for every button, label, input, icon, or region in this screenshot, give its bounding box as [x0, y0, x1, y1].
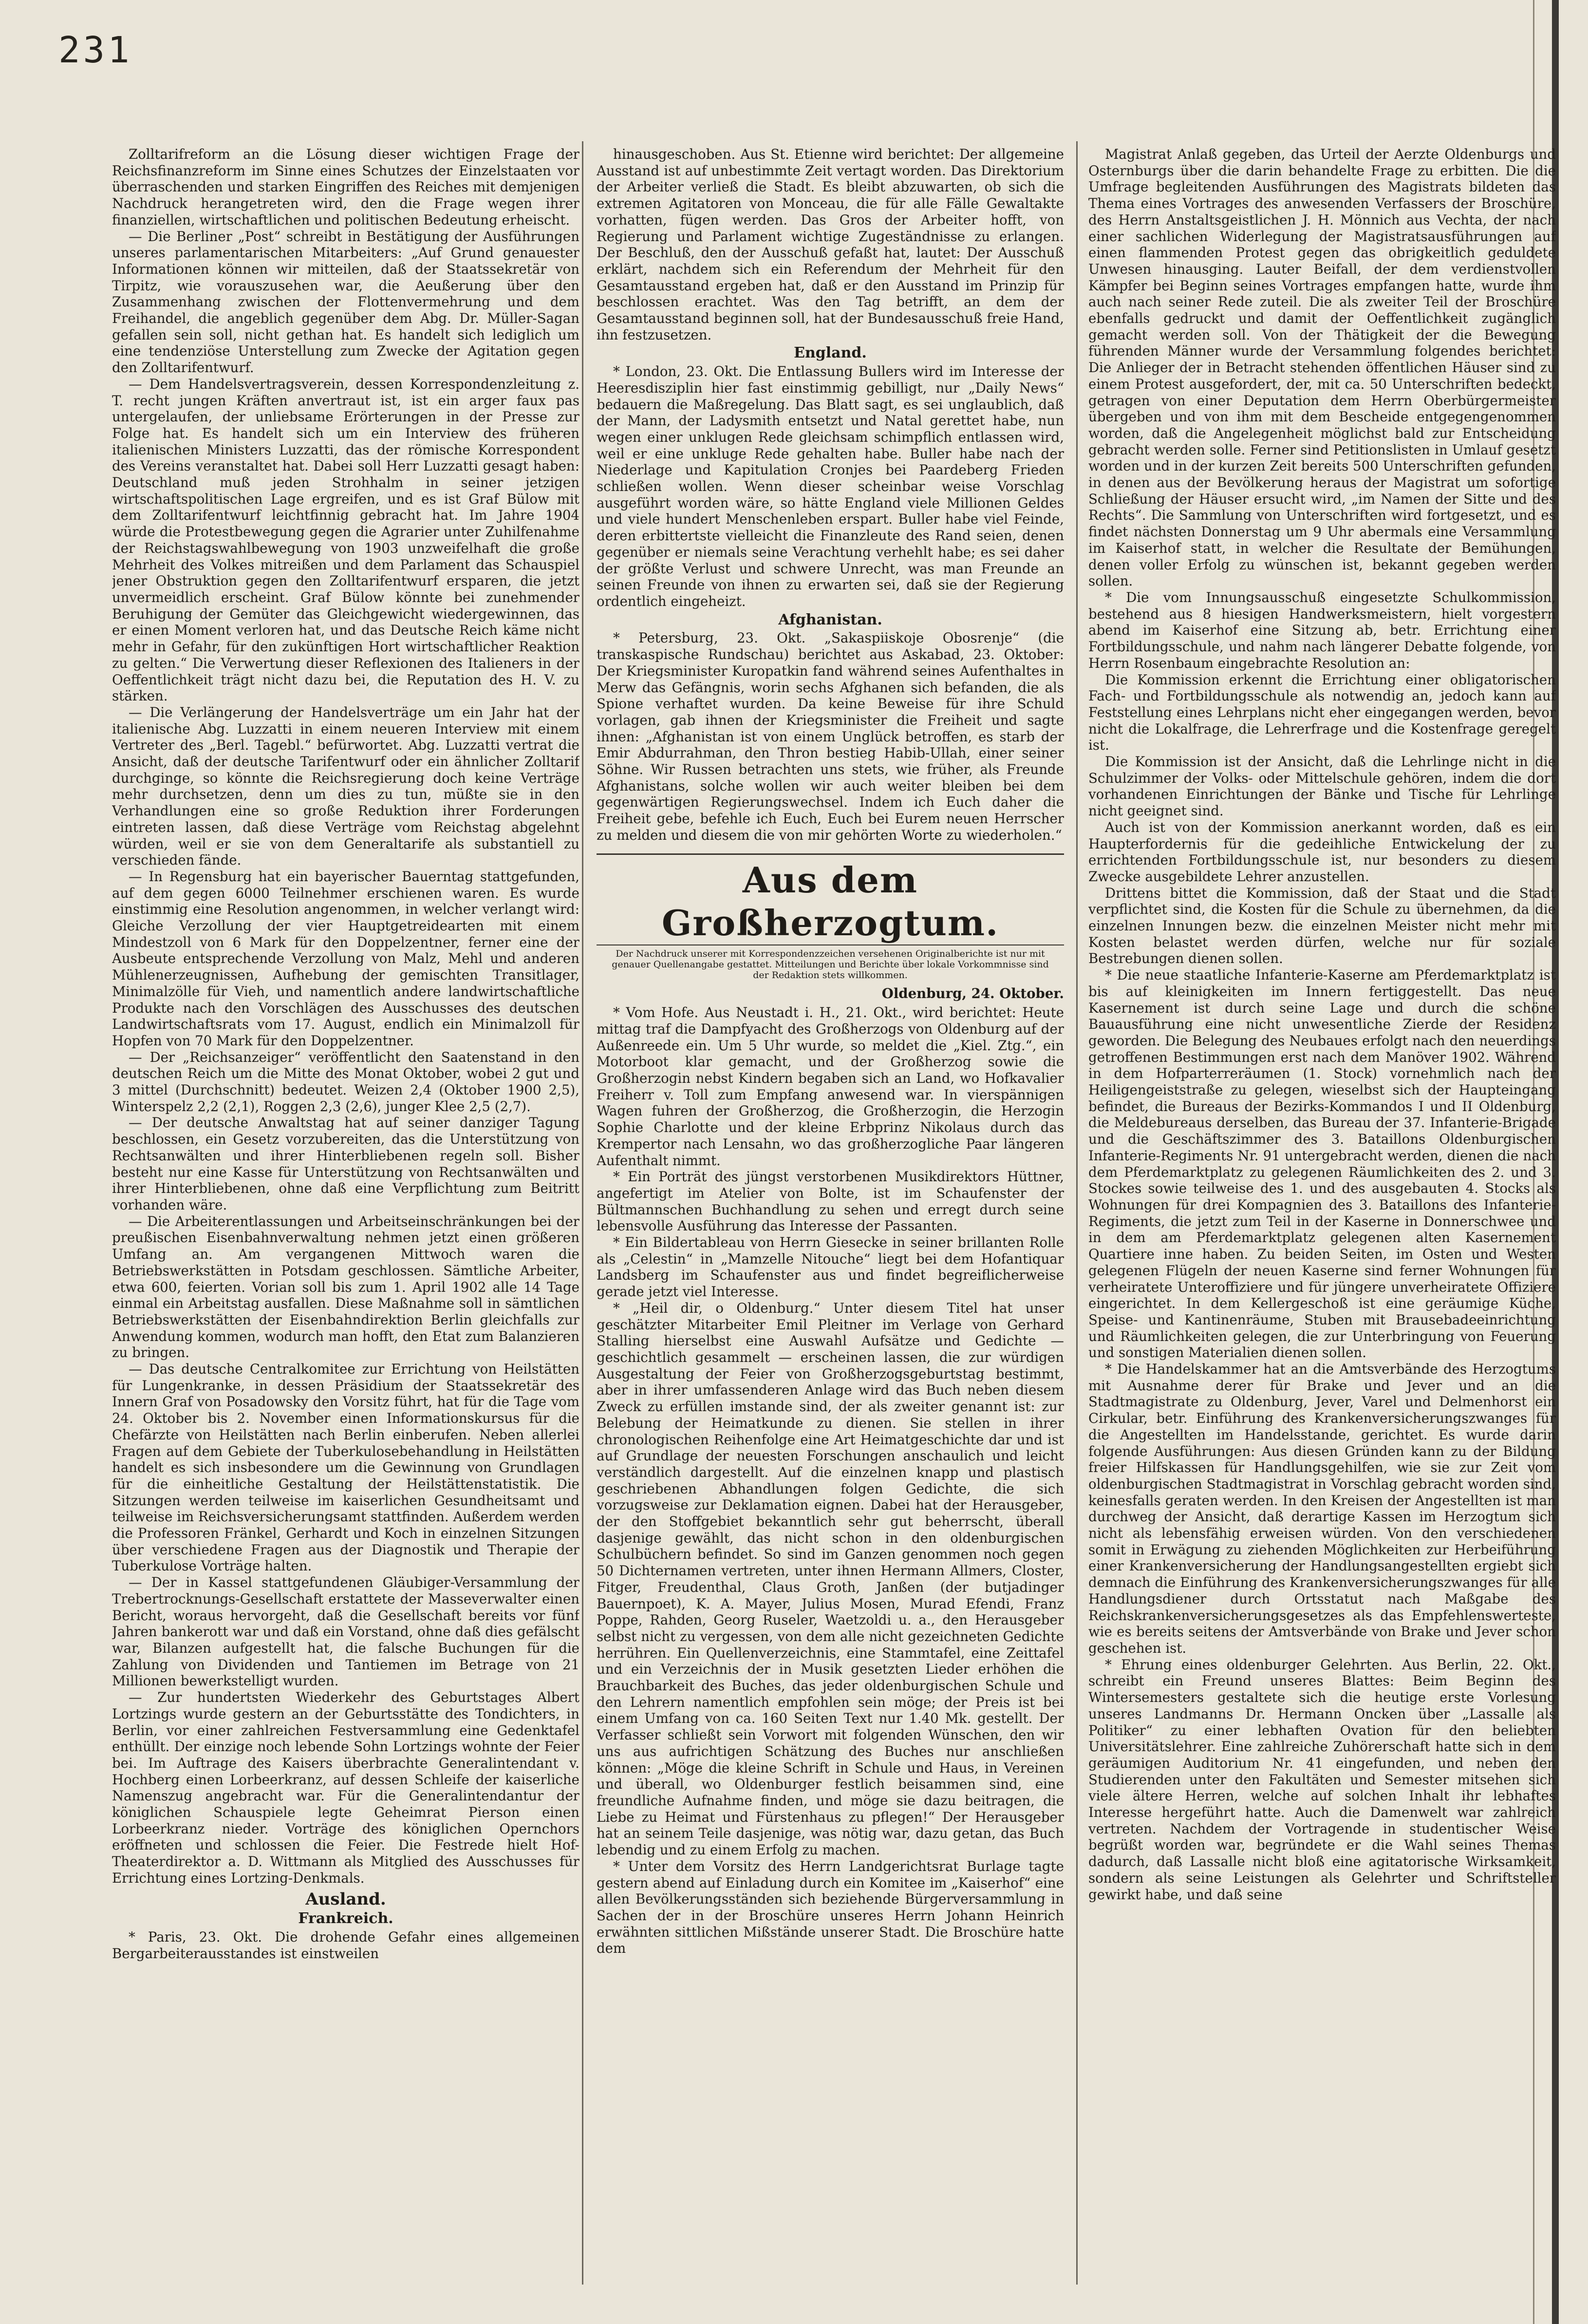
article-paragraph: Magistrat Anlaß gegeben, das Urteil der Aerzte Oldenburgs und Osternburgs über die darin behandelte Frage zu erbitten. Die die Umfrage begleitenden Ausführungen des Magistrats bildeten das Thema eines Vortrages des anwesenden Verfassers der Broschüre, des Herrn Anstaltsgeistlichen J. H. Mönnich aus Vechta, der nach einer sachlichen Widerlegung der Magistratsausführungen auf einen flammenden Protest gegen das obrigkeitlich geduldete Unwesen hinausging. Lauter Beifall, der dem verdienstvollen Kämpfer bei Beginn seines Vortrages empfangen hatte, wurde ihm auch nach seiner Rede zuteil. Die als zweiter Teil der Broschüre ebenfalls gedruckt und damit der Oeffentlichkeit zugänglich gemacht werden soll. Von der Thätigkeit der die Bewegung führenden Männer wurde der Versammlung folgendes berichtet: Die Anlieger der in Betracht stehenden öffentlichen Häuser sind zu einem Protest ausgefordert, der, mit ca. 50 Unterschriften bedeckt, getragen von einer Deputation dem Herrn Oberbürgermeister übergeben und von ihm mit dem Bescheide entgegengenommen worden, daß die Angelegenheit möglichst bald zur Entscheidung gebracht werden solle. Ferner sind Petitionslisten in Umlauf gesetzt worden und in der kurzen Zeit bereits 500 Unterschriften gefunden, in denen aus der Bevölkerung heraus der Magistrat um sofortige Schließung der Häuser ersucht wird, „im Namen der Sitte und des Rechts“. Die Sammlung von Unterschriften wird fortgesetzt, und es findet nächsten Donnerstag um 9 Uhr abermals eine Versammlung im Kaiserhof statt, in welcher die Resultate der Bemühungen, denen voller Erfolg zu wünschen ist, bekannt gegeben werden sollen.: [1088, 146, 1556, 589]
resolution-paragraph: Auch ist von der Kommission anerkannt worden, daß es ein Haupterfordernis für die gedeihliche Entwickelung der zu errichtenden Fortbildungsschule ist, nur besonders zu diesem Zwecke ausgebildete Lehrer anzustellen.: [1088, 819, 1556, 885]
article-paragraph: * Vom Hofe. Aus Neustadt i. H., 21. Okt., wird berichtet: Heute mittag traf die Dampfyacht des Großherzogs von Oldenburg auf der Außenreede ein. Um 5 Uhr wurde, so meldet die „Kiel. Ztg.“, ein Motorboot klar gemacht, und der Großherzog sowie die Großherzogin nebst Kindern begaben sich an Land, wo Hofkavalier Freiherr v. Toll zum Empfang anwesend war. In vierspännigen Wagen fuhren der Großherzog, die Großherzogin, die Herzogin Sophie Charlotte und der kleine Erbprinz Nikolaus durch das Krempertor nach Lensahn, wo das großherzogliche Paar längeren Aufenthalt nimmt.: [597, 1004, 1064, 1169]
dateline: Oldenburg, 24. Oktober.: [881, 985, 1064, 1001]
article-paragraph: * Ein Bildertableau von Herrn Giesecke in seiner brillanten Rolle als „Celestin“ in „Mamzelle Nitouche“ liegt bei dem Hofantiquar Landsberg im Schaufenster aus und findet begreiflicherweise gerade jetzt viel Interesse.: [597, 1234, 1064, 1300]
article-paragraph: — Die Arbeiterentlassungen und Arbeitseinschränkungen bei der preußischen Eisenbahnverwaltung nehmen jetzt einen größeren Umfang an. Am vergangenen Mittwoch waren die Betriebswerkstätten in Potsdam geschlossen. Sämtliche Arbeiter, etwa 600, feierten. Vorian soll bis zum 1. April 1902 alle 14 Tage einmal ein Arbeitstag ausfallen. Diese Maßnahme soll in sämtlichen Betriebswerkstätten der Eisenbahndirektion Berlin gleichfalls zur Anwendung kommen, wodurch man hofft, den Etat zum Balanzieren zu bringen.: [112, 1213, 579, 1361]
article-paragraph: — In Regensburg hat ein bayerischer Bauerntag stattgefunden, auf dem gegen 6000 Teilnehmer erschienen waren. Es wurde einstimmig eine Resolution angenommen, in welcher verlangt wird: Gleiche Verzollung der vier Hauptgetreidearten mit einem Mindestzoll von 6 Mark für den Doppelzentner, ferner eine der Ausbeute entsprechende Verzollung von Malz, Mehl und anderen Mühlenerzeugnissen, Aufhebung der gemischten Transitlager, Minimalzölle für Vieh, und namentlich andere landwirtschaftliche Produkte nach den Vorschlägen des Ausschusses des deutschen Landwirtschaftsrats vom 17. August, endlich ein Minimalzoll für Hopfen von 70 Mark für den Doppelzentner.: [112, 868, 579, 1049]
column-rule-1: [582, 141, 583, 2285]
article-paragraph: * Ein Porträt des jüngst verstorbenen Musikdirektors Hüttner, angefertigt im Atelier von Bolte, ist im Schaufenster der Bültmannschen Buchhandlung zu sehen und erregt durch seine lebensvolle Ausführung das Interesse der Passanten.: [597, 1169, 1064, 1234]
resolution-paragraph: Die Kommission erkennt die Errichtung einer obligatorischen Fach- und Fortbildungsschule als notwendig an, jedoch kann auf Feststellung eines Lehrplans nicht eher eingegangen werden, bevor nicht die Lokalfrage, die Lehrerfrage und die Kostenfrage geregelt ist.: [1088, 671, 1556, 754]
article-paragraph: hinausgeschoben. Aus St. Etienne wird berichtet: Der allgemeine Ausstand ist auf unbestimmte Zeit vertagt worden. Das Direktorium der Arbeiter verließ die Stadt. Es bleibt abzuwarten, ob sich die extremen Agitatoren von Monceau, die für alle Fälle Gewaltakte vorhatten, fügen werden. Das Gros der Arbeiter hofft, von Regierung und Parlament wichtige Zugeständnisse zu erlangen. Der Beschluß, den der Ausschuß gefaßt hat, lautet: Der Ausschuß erklärt, nachdem sich ein Referendum der Mehrheit für den Gesamtausstand ergeben hat, daß er den Ausstand im Prinzip für beschlossen erachtet. Was den Tag betrifft, an dem der Gesamtausstand beginnen soll, hat der Bundesausschuß freie Hand, ihn festzusetzen.: [597, 146, 1064, 343]
article-paragraph: * Paris, 23. Okt. Die drohende Gefahr eines allgemeinen Bergarbeiterausstandes ist einstweilen: [112, 1928, 579, 1962]
article-paragraph: * „Heil dir, o Oldenburg.“ Unter diesem Titel hat unser geschätzter Mitarbeiter Emil Pleitner im Verlage von Gerhard Stalling hierselbst eine Auswahl Aufsätze und Gedichte — geschichtlich gesammelt — erscheinen lassen, die zur würdigen Ausgestaltung der Feier von Großherzogsgeburtstag bestimmt, aber in ihrer umfassenderen Anlage wird das Buch neben diesem Zweck zu erfüllen imstande sind, der als zweiter genannt ist: zur Belebung der Heimatkunde zu dienen. Sie stellen in ihrer chronologischen Reihenfolge eine Art Heimatgeschichte dar und ist auf Grundlage der neuesten Forschungen anschaulich und leicht verständlich dargestellt. Auf die einzelnen knapp und plastisch geschriebenen Abhandlungen folgen Gedichte, die sich vorzugsweise zur Deklamation eignen. Dabei hat der Herausgeber, der den Stoffgebiet bekanntlich sehr gut beherrscht, überall dasjenige gewählt, das nicht schon in den oldenburgischen Schulbüchern befindet. So sind im Ganzen genommen noch gegen 50 Dichternamen vertreten, unter ihnen Hermann Allmers, Closter, Fitger, Freudenthal, Claus Groth, Janßen (der butjadinger Bauernpoet), K. A. Mayer, Julius Mosen, Murad Efendi, Franz Poppe, Rahden, Georg Ruseler, Waetzoldi u. a., den Herausgeber selbst nicht zu vergessen, von dem alle nicht gezeichneten Gedichte herrühren. Ein Quellenverzeichnis, eine Stammtafel, eine Zeittafel und ein Verzeichnis der in Musik gesetzten Lieder erhöhen die Brauchbarkeit des Buches, das jeder oldenburgischen Schule und den Lehrern namentlich empfohlen sein möge; der Preis ist bei einem Umfang von ca. 160 Seiten Text nur 1.40 Mk. gestellt. Der Verfasser schließt sein Vorwort mit folgenden Wünschen, den wir uns aus aufrichtigen Schätzung des Buches nur anschließen können: „Möge die kleine Schrift in Schule und Haus, in Vereinen und überall, wo Oldenburger festlich beisammen sind, eine freundliche Aufnahme finden, und möge sie dazu beitragen, die Liebe zu Heimat und Fürstenhaus zu pflegen!“ Der Herausgeber hat an seinem Teile dasjenige, was nötig war, dazu getan, das Buch lebendig und zu einem Erfolg zu machen.: [597, 1300, 1064, 1858]
column-rule-2: [1076, 141, 1078, 2285]
column-2: [597, 146, 1064, 2289]
section-banner: Aus dem Großherzogtum.: [597, 853, 1064, 945]
article-paragraph: * Unter dem Vorsitz des Herrn Landgerichtsrat Burlage tagte gestern abend auf Einladung durch ein Komitee im „Kaiserhof“ eine allen Bevölkerungsständen sich beziehende Bürgerversammlung in Sachen der in der Broschüre unseres Herrn Johann Heinrich erwähnten sittlichen Mißstände unserer Stadt. Die Broschüre hatte dem: [597, 1858, 1064, 1957]
section-heading-frankreich: Frankreich.: [298, 1910, 393, 1927]
resolution-paragraph: Drittens bittet die Kommission, daß der Staat und die Stadt verpflichtet sind, die Kosten für die Schule zu übernehmen, da die einzelnen Innungen bezw. die einzelnen Meister nicht mehr mit Kosten belastet werden dürfen, welche nur für soziale Bestrebungen dienen sollen.: [1088, 885, 1556, 967]
article-paragraph: — Das deutsche Centralkomitee zur Errichtung von Heilstätten für Lungenkranke, in dessen Präsidium der Staatssekretär des Innern Graf von Posadowsky den Vorsitz führt, hat für die Tage vom 24. Oktober bis 2. November einen Informationskursus für die Chefärzte von Heilstätten nach Berlin einberufen. Neben allerlei Fragen auf dem Gebiete der Tuberkulosebehandlung in Heilstätten handelt es sich insbesondere um die Gewinnung von Grundlagen für die einheitliche Gestaltung der Heilstättenstatistik. Die Sitzungen werden teilweise im kaiserlichen Gesundheitsamt und teilweise im Reichsversicherungsamt stattfinden. Außerdem werden die Professoren Fränkel, Gerhardt und Koch in einzelnen Sitzungen über verschiedene Fragen aus der Diagnostik und Therapie der Tuberkulose Vorträge halten.: [112, 1361, 579, 1574]
column-3: [1088, 146, 1556, 2289]
article-paragraph: — Die Verlängerung der Handelsverträge um ein Jahr hat der italienische Abg. Luzzatti in einem neueren Interview mit einem Vertreter des „Berl. Tagebl.“ befürwortet. Abg. Luzzatti vertrat die Ansicht, daß der deutsche Tarifentwurf oder ein ähnlicher Zolltarif durchginge, so könnte die Reichsregierung doch keine Verträge mehr durchsetzen, denn um dies zu tun, müßte sie in den Verhandlungen eine so große Reduktion ihrer Forderungen eintreten lassen, daß diese Verträge vom Reichstag abgelehnt würden, weil er sie von dem Generaltarife als substantiell zu verschieden fände.: [112, 704, 579, 869]
article-paragraph: — Der in Kassel stattgefundenen Gläubiger-Versammlung der Trebertrocknungs-Gesellschaft erstattete der Masseverwalter einen Bericht, woraus hervorgeht, daß die Gesellschaft bereits vor fünf Jahren bankerott war und daß ein Vorstand, ohne daß dies gefälscht war, Bilanzen aufgestellt hat, die falsche Buchungen für die Zahlung von Dividenden und Tantiemen im Betrage von 21 Millionen bewerkstelligt wurden.: [112, 1574, 579, 1689]
reprint-note: Der Nachdruck unserer mit Korrespondenzzeichen versehenen Originalberichte ist nur mit genauer Quellenangabe gestattet. Mitteilungen und Berichte über lokale Vorkommnisse sind der Redaktion stets willkommen.: [612, 948, 1049, 981]
resolution-paragraph: Die Kommission ist der Ansicht, daß die Lehrlinge nicht in die Schulzimmer der Volks- oder Mittelschule gehören, indem die dort vorhandenen Einrichtungen der Bänke und Tische für Lehrlinge nicht geeignet sind.: [1088, 754, 1556, 819]
article-paragraph: — Zur hundertsten Wiederkehr des Geburtstages Albert Lortzings wurde gestern an der Geburtsstätte des Tondichters, in Berlin, vor einer zahlreichen Festversammlung eine Gedenktafel enthüllt. Der einzige noch lebende Sohn Lortzings wohnte der Feier bei. Im Auftrage des Kaisers überbrachte Generalintendant v. Hochberg einen Lorbeerkranz, auf dessen Schleife der kaiserliche Namenszug angebracht war. Für die Generalintendantur der königlichen Schauspiele legte Geheimrat Pierson einen Lorbeerkranz nieder. Vorträge des königlichen Opernchors eröffneten und schlossen die Feier. Die Festrede hielt Hof-Theaterdirektor a. D. Wittmann als Mitglied des Ausschusses für Errichtung eines Lortzing-Denkmals.: [112, 1689, 579, 1886]
column-1: [112, 146, 579, 2289]
article-paragraph: — Die Berliner „Post“ schreibt in Bestätigung der Ausführungen unseres parlamentarischen Mitarbeiters: „Auf Grund genauester Informationen können wir mitteilen, daß der Staatssekretär von Tirpitz, wie vorauszusehen war, die Aeußerung über den Zusammenhang zwischen der Flottenvermehrung und dem Freihandel, die angeblich gegenüber dem Abg. Dr. Müller-Sagan gefallen sein soll, nicht gethan hat. Es handelt sich lediglich um eine tendenziöse Unterstellung zum Zwecke der Agitation gegen den Zolltarifentwurf.: [112, 228, 579, 376]
article-paragraph: Zolltarifreform an die Lösung dieser wichtigen Frage der Reichsfinanzreform im Sinne eines Schutzes der Einzelstaaten vor überraschenden und starken Eingriffen des Reiches mit demjenigen Nachdruck herangetreten wird, den die Frage wegen ihrer finanziellen, wirtschaftlichen und politischen Bedeutung erheischt.: [112, 146, 579, 228]
article-paragraph: — Der deutsche Anwaltstag hat auf seiner danziger Tagung beschlossen, ein Gesetz vorzubereiten, das die Unterstützung von Rechtsanwälten und ihrer Hinterbliebenen regeln soll. Bisher besteht nur eine Kasse für Unterstützung von Rechtsanwälten und ihrer Hinterbliebenen, ohne daß eine Verpflichtung zum Beitritt vorhanden wäre.: [112, 1115, 579, 1213]
page-number: 231: [58, 29, 132, 71]
article-paragraph: * Die Handelskammer hat an die Amtsverbände des Herzogtums mit Ausnahme derer für Brake und Jever und an die Stadtmagistrate zu Oldenburg, Jever, Varel und Delmenhorst ein Cirkular, betr. Einführung des Krankenversicherungszwanges für die Angestellten im Handelsstande, gerichtet. Es wurde darin folgende Ausführungen: Aus diesen Gründen kann zu der Bildung freier Hilfskassen für Handlungsgehilfen, wie sie zur Zeit vom oldenburgischen Stadtmagistrat in Vorschlag gebracht worden sind, keinesfalls geraten werden. In den Kreisen der Angestellten ist man durchweg der Ansicht, daß derartige Kassen im Herzogtum sich nicht als lebensfähig erweisen würden. Von den verschiedenen somit in Erwägung zu ziehenden Möglichkeiten zur Herbeiführung einer Krankenversicherung der Handlungsangestellten ergiebt sich demnach die Einführung des Krankenversicherungszwanges für alle Handlungsdiener durch Ortsstatut nach Maßgabe des Reichskrankenversicherungsgesetzes als das Empfehlenswerteste, wie es bereits seitens der Amtsverbände von Brake und Jever schon geschehen ist.: [1088, 1361, 1556, 1656]
article-paragraph: — Dem Handelsvertragsverein, dessen Korrespondenzleitung z. T. recht jungen Kräften anvertraut ist, ist ein arger faux pas untergelaufen, der unliebsame Erörterungen in der Presse zur Folge hat. Es handelt sich um ein Interview des früheren italienischen Ministers Luzzatti, das der römische Korrespondent des Vereins veranstaltet hat. Dabei soll Herr Luzzatti gesagt haben: Deutschland muß jeden Strohhalm in seiner jetzigen wirtschaftspolitischen Lage ergreifen, und es ist Graf Bülow mit dem Zolltarifentwurf leichtfinnig gebracht hat. Im Jahre 1904 würde die Protestbewegung gegen die Agrarier unter Zuhilfenahme der Reichstagswahlbewegung von 1903 unzweifelhaft die große Mehrheit des Volkes mitreißen und dem Parlament das Schauspiel jener Obstruktion gegen den Zolltarifentwurf ersparen, die jetzt unvermeidlich erscheint. Graf Bülow könnte bei zunehmender Beruhigung der Gemüter das Gleichgewicht wiedergewinnen, das er einen Moment verloren hat, und das Deutsche Reich käme nicht mehr in Gefahr, für den zukünftigen Hort wirtschaftlicher Reaktion zu gelten.“ Die Verwertung dieser Reflexionen des Italieners in der Oeffentlichkeit trägt nicht dazu bei, die Reputation des H. V. zu stärken.: [112, 376, 579, 704]
article-paragraph: * Die vom Innungsausschuß eingesetzte Schulkommission, bestehend aus 8 hiesigen Handwerksmeistern, hielt vorgestern abend im Kaiserhof eine Sitzung ab, betr. Errichtung einer Fortbildungsschule, und nahm nach längerer Debatte folgende, von Herrn Rosenbaum eingebrachte Resolution an:: [1088, 589, 1556, 671]
article-paragraph: * Die neue staatliche Infanterie-Kaserne am Pferdemarktplatz ist bis auf kleinigkeiten im Innern fertiggestellt. Das neue Kasernement ist durch seine Lage und durch die schöne Bauausführung eine nicht unwesentliche Zierde der Residenz geworden. Die Belegung des Neubaues erfolgt nach den neuerdings getroffenen Bestimmungen erst nach dem Manöver 1902. Während in dem Hofparterreräumen (1. Stock) vornehmlich nach der Heiligengeiststraße zu gelegen, wieselbst sich der Haupteingang befindet, die Bureaus der Bezirks-Kommandos I und II Oldenburg, die Meldebureaus derselben, das Bureau der 37. Infanterie-Brigade und die Geschäftszimmer des 3. Bataillons Oldenburgischen Infanterie-Regiments Nr. 91 untergebracht werden, dienen die nach dem Pferdemarktplatz zu gelegenen Räumlichkeiten des 2. und 3. Stockes sowie teilweise des 1. und des ausgebauten 4. Stocks als Wohnungen für drei Kompagnien des 3. Bataillons des Infanterie-Regiments, die jetzt zum Teil in der Kaserne in Donnerschwee und in dem am Pferdemarktplatz gelegenen alten Kasernement Quartiere inne haben. Zu beiden Seiten, im Osten und Westen gelegenen Flügeln der neuen Kaserne sind ferner Wohnungen für verheiratete Unteroffiziere und für jüngere unverheiratete Offiziere eingerichtet. In dem Kellergeschoß ist eine geräumige Küche, Speise- und Kantinenräume, Stuben mit Brausebadeeinrichtung und Räumlichkeiten gelegen, die zur Unterbringung von Feuerung und sonstigen Materialien dienen sollen.: [1088, 967, 1556, 1361]
article-paragraph: — Der „Reichsanzeiger“ veröffentlicht den Saatenstand in den deutschen Reich um die Mitte des Monat Oktober, wobei 2 gut und 3 mittel (Durchschnitt) bedeutet. Weizen 2,4 (Oktober 1900 2,5), Winterspelz 2,2 (2,1), Roggen 2,3 (2,6), junger Klee 2,5 (2,7).: [112, 1049, 579, 1115]
article-paragraph: * London, 23. Okt. Die Entlassung Bullers wird im Interesse der Heeresdisziplin hier fast einstimmig gebilligt, nur „Daily News“ bedauern die Maßregelung. Das Blatt sagt, es sei unglaublich, daß der Mann, der Ladysmith entsetzt und Natal gerettet habe, nun wegen einer unklugen Rede gleichsam schimpflich entlassen wird, weil er eine unkluge Rede gehalten habe. Buller habe nach der Niederlage und Kapitulation Cronjes bei Paardeberg Frieden schließen wollen. Wenn dieser scheinbar weise Vorschlag ausgeführt worden wäre, so hätte England viele Millionen Geldes und viele hundert Menschenleben erspart. Buller habe viel Feinde, deren erbittertste vielleicht die Finanzleute des Rand seien, denen gegenüber er niemals seine Verachtung verhehlt habe; es sei daher der größte Verlust und schwere Unrecht, was man Freunde an seinen Freunde von ihnen zu erwarten sei, daß sie der Regierung ordentlich eingeheizt.: [597, 363, 1064, 609]
article-paragraph: * Ehrung eines oldenburger Gelehrten. Aus Berlin, 22. Okt., schreibt ein Freund unseres Blattes: Beim Beginn des Wintersemesters gestaltete sich die heutige erste Vorlesung unseres Landmanns Dr. Hermann Oncken über „Lassalle als Politiker“ zu einer lebhaften Ovation für den beliebten Universitätslehrer. Eine zahlreiche Zuhörerschaft hatte sich in dem geräumigen Auditorium Nr. 41 eingefunden, und neben den Studierenden unter den Fakultäten und Semester mitsehen sich viele ältere Herren, welche auf solchen Inhalt ihr lebhaftes Interesse hergeführt hatte. Auch die Damenwelt war zahlreich vertreten. Nachdem der Vortragende in studentischer Weise begrüßt worden war, begründete er die Wahl seines Themas dadurch, daß Lassalle nicht bloß eine agitatorische Wirksamkeit, sondern als seine Leistungen als Gelehrter und Schriftsteller gewirkt habe, und daß seine: [1088, 1656, 1556, 1903]
section-heading-england: England.: [794, 344, 867, 362]
section-heading-afghanistan: Afghanistan.: [778, 611, 882, 628]
section-heading-ausland: Ausland.: [305, 1889, 386, 1909]
article-paragraph: * Petersburg, 23. Okt. „Sakaspiiskoje Obosrenje“ (die transkaspische Rundschau) berichtet aus Askabad, 23. Oktober: Der Kriegsminister Kuropatkin fand während seines Aufenthaltes in Merw das Gefängnis, worin sechs Afghanen sich befanden, die als Spione verhaftet wurden. Da keine Beweise für ihre Schuld vorlagen, gab ihnen der Kriegsminister die Freiheit und sagte ihnen: „Afghanistan ist von einem Unglück betroffen, es starb der Emir Abdurrahman, den Thron bestieg Habib-Ullah, einer seiner Söhne. Wir Russen betrachten uns stets, wie früher, als Freunde Afghanistans, solche wollen wir auch weiter bleiben bei dem gegenwärtigen Regierungswechsel. Indem ich Euch daher die Freiheit gebe, befehle ich Euch, Euch bei Eurem neuen Herrscher zu melden und diesem die von mir gehörten Worte zu wiederholen.“: [597, 630, 1064, 843]
